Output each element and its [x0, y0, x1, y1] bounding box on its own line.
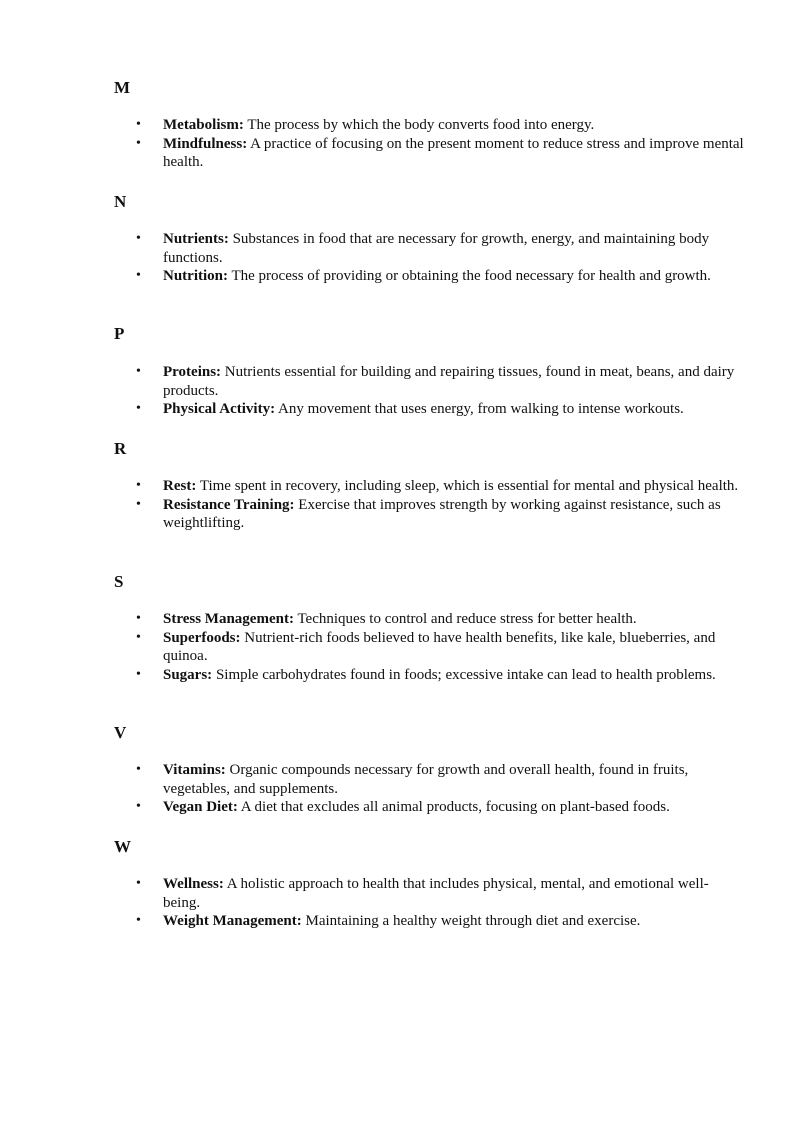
term-name: Sugars:	[163, 666, 213, 683]
section-letter: W	[114, 837, 131, 856]
list-item	[0, 135, 745, 172]
term-name: Vitamins:	[163, 762, 226, 778]
term-name: Nutrients:	[163, 231, 229, 247]
term-definition: Any movement that uses energy, from walking to intense workouts.	[278, 401, 684, 418]
bullet-icon: •	[136, 231, 141, 246]
term-definition: Nutrients essential for building and repairing tissues, found in meat, beans, and dairy products.	[163, 364, 735, 399]
term-definition: A holistic approach to health that includes physical, mental, and emotional well-being.	[163, 876, 709, 911]
list-item	[0, 363, 745, 400]
list-item	[0, 912, 745, 931]
term-list	[0, 230, 800, 286]
term-definition: Techniques to control and reduce stress for better health.	[297, 611, 637, 627]
term-name: Nutrition:	[163, 268, 228, 285]
list-item	[0, 496, 745, 533]
bullet-icon: •	[136, 611, 141, 626]
term-definition: The process by which the body converts food into energy.	[247, 117, 595, 133]
term-name: Resistance Training:	[163, 496, 295, 513]
term-definition: Maintaining a healthy weight through diet and exercise.	[305, 913, 641, 930]
section-letter: P	[114, 324, 125, 343]
list-item	[0, 610, 745, 629]
bullet-icon: •	[136, 876, 141, 891]
section-letter: S	[114, 572, 124, 591]
list-item	[0, 400, 745, 419]
section-letter: M	[114, 78, 131, 97]
list-item	[0, 267, 745, 286]
term-name: Wellness:	[163, 876, 224, 892]
bullet-icon: •	[136, 478, 141, 493]
term-list	[0, 116, 800, 172]
term-definition: A practice of focusing on the present moment to reduce stress and improve mental health.	[163, 135, 744, 171]
list-item	[0, 629, 745, 666]
term-list	[0, 610, 800, 684]
list-item	[0, 875, 745, 912]
bullet-icon: •	[136, 666, 141, 682]
bullet-icon: •	[136, 364, 141, 379]
list-item	[0, 761, 745, 798]
bullet-icon: •	[136, 268, 141, 284]
bullet-icon: •	[136, 799, 141, 815]
term-name: Stress Management:	[163, 611, 294, 627]
term-definition: Exercise that improves strength by working against resistance, such as weightlifting.	[163, 496, 721, 532]
term-definition: The process of providing or obtaining the food necessary for health and growth.	[231, 268, 711, 285]
term-name: Rest:	[163, 478, 197, 494]
section-letter: N	[114, 192, 127, 211]
section-letter: V	[114, 723, 127, 742]
term-definition: A diet that excludes all animal products, focusing on plant-based foods.	[240, 799, 670, 816]
term-name: Vegan Diet:	[163, 799, 238, 816]
term-list	[0, 875, 800, 931]
term-definition: Nutrient-rich foods believed to have health benefits, like kale, blueberries, and quinoa.	[163, 629, 716, 665]
bullet-icon: •	[136, 496, 141, 512]
term-name: Physical Activity:	[163, 401, 276, 418]
list-item	[0, 666, 745, 685]
term-name: Mindfulness:	[163, 135, 248, 152]
term-definition: Simple carbohydrates found in foods; excessive intake can lead to health problems.	[215, 666, 716, 683]
bullet-icon: •	[136, 913, 141, 929]
term-list	[0, 761, 800, 817]
term-list	[0, 477, 800, 533]
term-definition: Organic compounds necessary for growth and overall health, found in fruits, vegetables, and supplements.	[163, 762, 689, 797]
term-name: Weight Management:	[163, 913, 302, 930]
bullet-icon: •	[136, 117, 141, 132]
bullet-icon: •	[136, 762, 141, 777]
term-list	[0, 363, 800, 419]
term-name: Proteins:	[163, 364, 222, 380]
term-name: Superfoods:	[163, 629, 241, 646]
section-letter: R	[114, 439, 127, 458]
list-item	[0, 230, 745, 267]
list-item	[0, 116, 745, 135]
term-definition: Time spent in recovery, including sleep, which is essential for mental and physical health.	[199, 478, 739, 494]
term-definition: Substances in food that are necessary for growth, energy, and maintaining body functions.	[163, 231, 710, 266]
list-item	[0, 798, 745, 817]
bullet-icon: •	[136, 135, 141, 151]
term-name: Metabolism:	[163, 117, 244, 133]
bullet-icon: •	[136, 629, 141, 645]
list-item	[0, 477, 745, 496]
bullet-icon: •	[136, 401, 141, 417]
